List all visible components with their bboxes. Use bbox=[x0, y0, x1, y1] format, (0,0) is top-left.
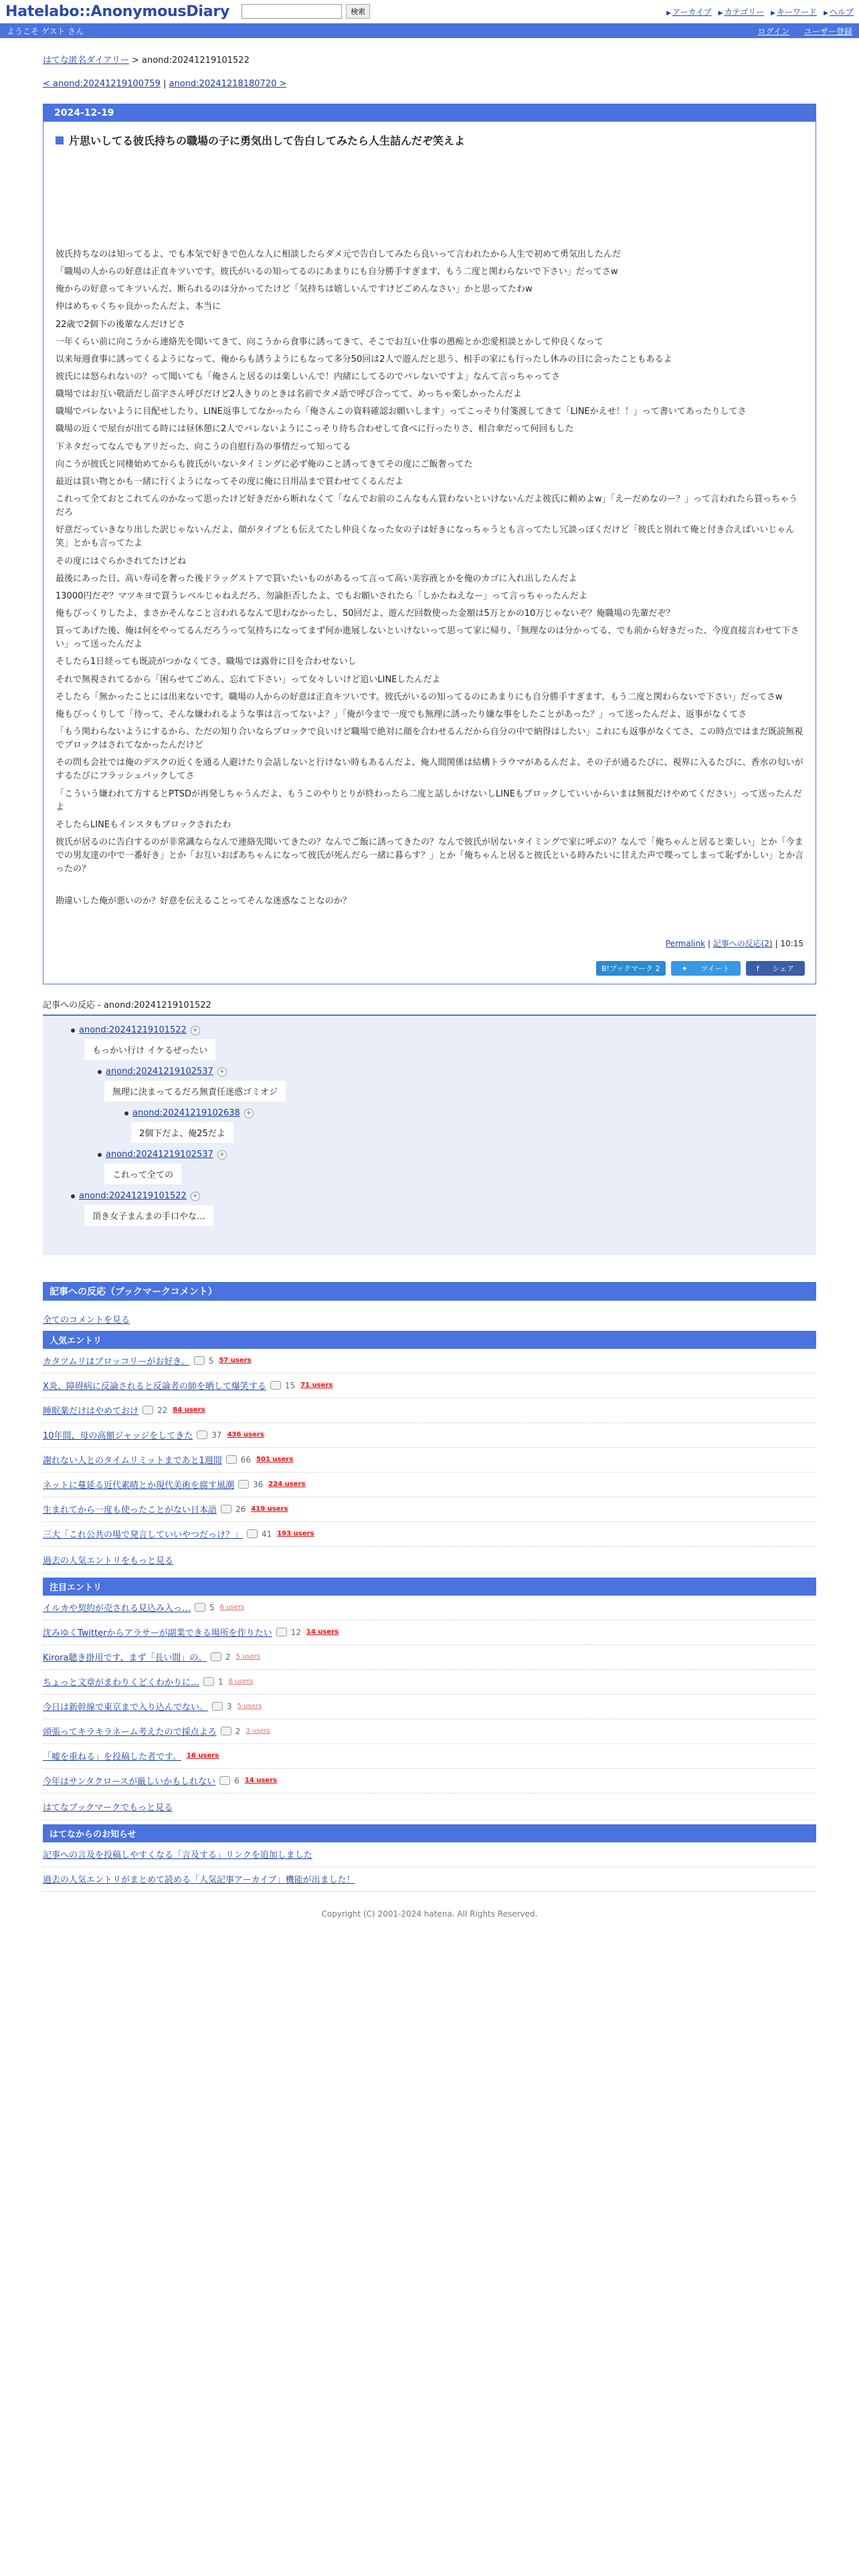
entry-title-text: 片思いしてる彼氏持ちの職場の子に勇気出して告白してみたら人生詰んだぞ笑えよ bbox=[69, 134, 466, 147]
comment-icon bbox=[247, 1529, 258, 1538]
reactions-link[interactable]: 記事への反応(2) bbox=[712, 939, 773, 949]
comment-count: 1 bbox=[218, 1677, 223, 1687]
bookmark-users-badge[interactable]: 16 users bbox=[186, 1752, 219, 1760]
bookmark-users-badge[interactable]: 6 users bbox=[219, 1604, 245, 1612]
bookmark-users-badge[interactable]: 57 users bbox=[219, 1357, 252, 1365]
comment-icon bbox=[212, 1702, 223, 1711]
facebook-icon: f bbox=[756, 964, 762, 974]
comment-icon bbox=[195, 1603, 205, 1612]
entry-list-item bbox=[43, 1769, 816, 1794]
bookmark-users-badge[interactable]: 14 users bbox=[306, 1628, 339, 1636]
reaction-text: これって全ての bbox=[104, 1164, 181, 1184]
share-label: シェア bbox=[772, 964, 794, 974]
entry-list-link[interactable]: 「嘘を重ねる」を投稿した者です。 bbox=[43, 1752, 181, 1763]
share-buttons bbox=[43, 961, 805, 976]
reaction-item bbox=[98, 1067, 803, 1108]
expand-icon[interactable]: + bbox=[191, 1026, 200, 1035]
reaction-text: 2個下だよ、俺25だよ bbox=[131, 1122, 233, 1143]
entry-paragraph: その度にはぐらかされてたけどね bbox=[56, 556, 187, 566]
popular-list bbox=[43, 1349, 816, 1547]
entry-list-link[interactable]: 今年はサンタクロースが厳しいかもしれない bbox=[43, 1777, 216, 1788]
entry-list-item bbox=[43, 1423, 816, 1448]
entry-paragraph: 彼氏持ちなのは知ってるよ、でも本気で好きで色んな人に相談したらダメ元で告白してみたら良いって言われたから人生で初めて勇気出したんだ bbox=[56, 249, 622, 259]
bullet-icon bbox=[124, 1111, 128, 1115]
archive-link[interactable]: アーカイブ bbox=[672, 7, 712, 17]
entry-paragraph: 俺もびっくりして「待って、そんな嫌われるような事は言ってないよ？」「俺が今まで一度でも無理に誘ったり嫌な事をしたことがあった？」って送ったんだよ、返事がなくてさ bbox=[56, 709, 747, 720]
entry-pager bbox=[43, 79, 816, 89]
entry-list-item bbox=[43, 1374, 816, 1398]
entry-paragraph: 「もう関わらないようにするから、ただの知り合いならブロックで良いけど職場で絶対に顔を合わせるんだから自分の中で納得はしたい」これにも返事がなくてさ、この時点ではまだ既読無視でブロックはされてなかったんだけど bbox=[56, 726, 803, 751]
entry bbox=[43, 104, 816, 984]
entry-list-item bbox=[43, 1620, 816, 1645]
entry-paragraph: 勘違いした俺が悪いのか？好意を伝えることってそんな迷惑なことなのか？ bbox=[56, 896, 351, 907]
comment-count: 22 bbox=[157, 1405, 168, 1415]
entry-paragraph: その問も会社では俺のデスクの近くを通る人避けたり会話しないと行けない時もあるんだよ、俺人間関係は結構トラウマがあるんだよ、その子が通るたびに、視界に入るたびに、香水の匂いがするたびにフラッシュバックしてさ bbox=[56, 758, 803, 782]
reactions-tree bbox=[43, 1014, 816, 1255]
bookmark-users-badge[interactable]: 14 users bbox=[244, 1777, 277, 1785]
entry-list-link[interactable]: Kirora聴き掛用です、まず「長い間」の。 bbox=[43, 1653, 207, 1664]
notices-heading: はてなからのお知らせ bbox=[43, 1824, 816, 1842]
bookmark-users-badge[interactable]: 224 users bbox=[268, 1481, 306, 1489]
entry-list-link[interactable]: 頭張ってキラキラネーム考えたので採点よろ bbox=[43, 1727, 217, 1738]
tweet-button[interactable] bbox=[671, 961, 741, 976]
entry-paragraph: 以来毎週食事に誘ってくるようになって、俺からも誘うようにもなって多分50回は2人で遊んだと思う、相手の家にも行ったし休みの日に会ったこともあるよ bbox=[56, 354, 672, 364]
bookmark-users-badge[interactable]: 84 users bbox=[173, 1406, 205, 1414]
comment-icon bbox=[194, 1356, 205, 1365]
entry-list-link[interactable]: 沈みゆくTwitterからアラサーが副業できる場所を作りたい bbox=[43, 1628, 272, 1639]
search-input[interactable] bbox=[242, 4, 342, 19]
entry-paragraph: 22歳で2個下の後輩なんだけどさ bbox=[56, 319, 185, 330]
entry-list-link[interactable]: 生まれてから一度も使ったことがない日本語 bbox=[43, 1505, 217, 1516]
reaction-link[interactable]: anond:20241219101522 bbox=[79, 1191, 187, 1202]
reaction-item bbox=[124, 1108, 803, 1150]
featured-heading: 注目エントリ bbox=[43, 1578, 816, 1596]
comment-count: 41 bbox=[262, 1529, 272, 1539]
notice-link[interactable]: 記事への言及を投稿しやすくなる「言及する」リンクを追加しました bbox=[43, 1850, 312, 1861]
entry-paragraph: 最近は買い物とかも一緒に行くようになってその度に俺に日用品まで買わせてくるんだよ bbox=[56, 476, 404, 487]
reaction-text: もっかい行け イケるぜったい bbox=[84, 1039, 215, 1060]
entry-body bbox=[56, 248, 803, 908]
all-comments-link[interactable]: 全てのコメントを見る bbox=[43, 1315, 130, 1326]
entry-list-link[interactable]: 10年間、母の高額ジャッジをしてきた bbox=[43, 1431, 193, 1442]
comment-icon bbox=[197, 1430, 207, 1439]
entry-paragraph: 「こういう嫌われて方するとPTSDが再発しちゃうんだよ、もうこのやりとりが終わったら二度と話しかけないしLINEもブロックしていいからいまは無視だけやめてください」って送ったんだよ bbox=[56, 788, 802, 813]
breadcrumb bbox=[43, 53, 816, 66]
comment-icon bbox=[211, 1652, 221, 1661]
comment-count: 66 bbox=[240, 1455, 252, 1465]
entry-paragraph: そしたらLINEもインスタもブロックされたわ bbox=[56, 819, 231, 830]
entry-paragraph: 下ネタだってなんでもアリだった、向こうの自慰行為の事情だって知ってる bbox=[56, 441, 351, 452]
comment-count: 2 bbox=[235, 1726, 241, 1736]
bookmark-users-badge[interactable]: 419 users bbox=[251, 1505, 288, 1513]
breadcrumb-home[interactable]: はてな匿名ダイアリー bbox=[43, 56, 129, 66]
breadcrumb-current: anond:20241219101522 bbox=[142, 56, 250, 66]
entry-paragraph: それで無視されてるから「困らせてごめん、忘れて下さい」って女々しいけど追いLINEしたんだよ bbox=[56, 674, 441, 685]
comment-count: 15 bbox=[284, 1380, 296, 1390]
top-bar bbox=[0, 0, 859, 23]
login-link[interactable]: ログイン bbox=[757, 26, 789, 36]
entry-list-link[interactable]: イルカや契約が売される見込み入っ… bbox=[43, 1604, 191, 1614]
bullet-icon bbox=[71, 1194, 75, 1198]
pager-sep: | bbox=[160, 79, 169, 89]
reaction-link[interactable]: anond:20241219101522 bbox=[79, 1025, 187, 1036]
triangle-icon: ▶ bbox=[666, 9, 671, 17]
entry-paragraph: そしたら「無かったことには出来ないです。職場の人からの好意は正直キツいです。彼氏がいるの知ってるのにあまりにも自分勝手すぎます、もう二度と関わらないで下さい」だってさw bbox=[56, 691, 783, 702]
footer-sep: | bbox=[772, 939, 781, 949]
comment-count: 12 bbox=[290, 1627, 301, 1637]
entry-list-item bbox=[43, 1473, 816, 1497]
reaction-text: 頂き女子まんまの手口やな… bbox=[84, 1205, 213, 1226]
top-links bbox=[666, 6, 854, 17]
featured-list bbox=[43, 1596, 816, 1794]
comment-icon bbox=[219, 1776, 230, 1785]
entry-list-link[interactable]: ネットに蔓延る近代素晴とか現代美術を腐す風潮 bbox=[43, 1481, 235, 1491]
bookmark-users-badge[interactable]: 3 users bbox=[246, 1727, 270, 1735]
comment-icon bbox=[238, 1480, 249, 1489]
triangle-icon: ▶ bbox=[824, 9, 828, 17]
bookmark-comments-heading: 記事への反応（ブックマークコメント） bbox=[43, 1282, 816, 1301]
bullet-icon bbox=[71, 1029, 75, 1033]
entry-paragraph: 買ってあげた後、俺は何をやってるんだろうって気持ちになってまず何か進展しないといけないって思って家に帰り、「無理なのは分かってる、でも前から好きだった、今度直接言わせて下さい」って送ったんだよ bbox=[56, 626, 799, 650]
entry-list-link[interactable]: 三大「これ公共の場で発言していいやつだっけ？」 bbox=[43, 1530, 244, 1541]
entry-list-link[interactable]: 今日は新幹線で東京まで入り込んでない。 bbox=[43, 1703, 209, 1713]
bird-icon: ✦ bbox=[681, 964, 690, 974]
entry-date: 2024-12-19 bbox=[43, 104, 816, 122]
copyright: Copyright (C) 2001-2024 hatena. All Rights Reserved. bbox=[321, 1909, 538, 1919]
entry-paragraph: そしたら1日経っても既読がつかなくてさ、職場では露骨に目を合わせないし bbox=[56, 657, 357, 667]
bookmark-users-badge[interactable]: 501 users bbox=[256, 1456, 294, 1464]
breadcrumb-sep: > bbox=[128, 56, 142, 66]
entry-list-item bbox=[43, 1695, 816, 1719]
comment-count: 26 bbox=[235, 1504, 246, 1514]
featured-more-link[interactable]: はてなブックマークでもっと見る bbox=[43, 1803, 173, 1814]
entry-paragraph: 「職場の人からの好意は正直キツいです。彼氏がいるの知ってるのにあまりにも自分勝手すぎます、もう二度と関わらないで下さい」だってさw bbox=[56, 267, 618, 278]
reactions-title: 記事への反応 - anond:20241219101522 bbox=[43, 1000, 211, 1011]
entry-paragraph: 職場でバレないように目配せしたり、LINE返事してなかったら「俺さんこの資料確認お願いします」ってこっそり付箋渡してきて「LINEかえせ！！」って書いてあったりしてさ bbox=[56, 407, 747, 417]
entry-list-item bbox=[43, 1719, 816, 1744]
entry-paragraph: 13000円だぞ？マツキヨで買うレベルじゃねえだろ、勿論拒否したよ、でもお願いされたら「しかたねえなー」って言っちゃったんだよ bbox=[56, 591, 587, 601]
expand-icon[interactable]: + bbox=[191, 1192, 200, 1201]
entry-paragraph: 俺もびっくりしたよ、まさかそんなこと言われるなんて思わなかったし、50回だよ、遊んだ回数使った金額は5万とかの10万じゃないぞ？俺職場の先輩だぞ？ bbox=[56, 608, 675, 619]
entry-paragraph: これって全ておとこれてんのかなって思ったけど好きだから断れなくて「なんでお前のこんなもん買わないといけないんだよ彼氏に頼めよw」「えーだめなのー？」って言われたら買っちゃうだろ bbox=[56, 494, 798, 518]
popular-heading: 人気エントリ bbox=[43, 1331, 816, 1349]
entry-paragraph: 彼氏には怒られないの？って聞いても「俺さんと居るのは楽しいんで！内緒にしてるのでバレないですよ」なんて言っちゃってさ bbox=[56, 371, 561, 382]
notices-list bbox=[43, 1842, 816, 1892]
entry-paragraph: 仲はめちゃくちゃ良かったんだよ、本当に bbox=[56, 302, 221, 312]
entry-list-link[interactable]: X炎、障碍病に反論されると反論者の師を晒して爆笑する bbox=[43, 1382, 266, 1392]
entry-paragraph: 最後にあった日、高い寿司を奢った後ドラッグストアで買いたいものがあるって言って高い美容液とかを俺のカゴに入れ出したんだよ bbox=[56, 573, 577, 584]
expand-icon[interactable]: + bbox=[244, 1109, 254, 1118]
entry-list-item bbox=[43, 1497, 816, 1522]
comment-icon bbox=[142, 1406, 153, 1414]
entry-list-item bbox=[43, 1448, 816, 1473]
comment-icon bbox=[276, 1628, 287, 1636]
comment-count: 36 bbox=[253, 1479, 264, 1489]
entry-list-item bbox=[43, 1398, 816, 1423]
comment-count: 3 bbox=[227, 1701, 232, 1711]
reaction-item bbox=[71, 1191, 803, 1232]
expand-icon[interactable]: + bbox=[217, 1150, 227, 1160]
comment-icon bbox=[221, 1505, 231, 1513]
entry-footer bbox=[43, 938, 803, 949]
entry-list-item bbox=[43, 1349, 816, 1374]
notice-item bbox=[43, 1842, 816, 1867]
bookmark-users-badge[interactable]: 5 users bbox=[237, 1703, 262, 1711]
reaction-link[interactable]: anond:20241219102638 bbox=[132, 1108, 240, 1119]
entry-list-link[interactable]: ちょっと文章がまわりくどくわかりに… bbox=[43, 1678, 200, 1689]
entry-list-link[interactable]: 謝れない人とのタイムリミットまであと1週間 bbox=[43, 1456, 222, 1467]
notice-link[interactable]: 過去の人気エントリがまとめて読める「人気記事アーカイブ」機能が出ました！ bbox=[43, 1875, 355, 1886]
entry-paragraph: 職場ではお互い敬語だし苗字さん呼びだけど2人きりのときは名前でタメ語で呼び合ってて、めっちゃ楽しかったんだよ bbox=[56, 389, 522, 400]
permalink[interactable]: Permalink bbox=[665, 939, 706, 949]
comment-count: 5 bbox=[208, 1356, 214, 1366]
entry-time: 10:15 bbox=[780, 939, 803, 949]
category-link[interactable]: カテゴリー bbox=[724, 7, 765, 17]
comment-icon bbox=[221, 1727, 231, 1735]
comment-count: 6 bbox=[234, 1776, 240, 1786]
entry-paragraph: 一年くらい前に向こうから連絡先を聞いてきて、向こうから食事に誘ってきて、そこでお互い仕事の愚痴とか恋愛相談とかして仲良くなって bbox=[56, 336, 603, 347]
triangle-icon: ▶ bbox=[771, 9, 776, 17]
entry-list-link[interactable]: 睡眠薬だけはやめておけ bbox=[43, 1406, 139, 1417]
tweet-label: ツイート bbox=[700, 964, 730, 974]
expand-icon[interactable]: + bbox=[217, 1067, 227, 1077]
popular-more-link[interactable]: 過去の人気エントリをもっと見る bbox=[43, 1556, 174, 1567]
comment-icon bbox=[226, 1455, 237, 1464]
bookmark-users-badge[interactable]: 6 users bbox=[228, 1678, 254, 1686]
bookmark-users-badge[interactable]: 5 users bbox=[235, 1653, 261, 1661]
reaction-text: 無理に決まってるだろ無責任迷惑ゴミオジ bbox=[104, 1081, 286, 1101]
entry-list-link[interactable]: カタツムリはブロッコリーがお好き。 bbox=[43, 1357, 190, 1368]
hatena-bookmark-button[interactable]: B!ブックマーク 2 bbox=[596, 961, 666, 976]
entry-paragraph: 職場の近くで屋台が出てる時には昼休憩に2人でバレないようにこっそり待ち合わせして食べに行ったりさ、相合傘だって何回もした bbox=[56, 424, 574, 435]
site-logo[interactable]: Hatelabo::AnonymousDiary bbox=[5, 3, 230, 20]
reaction-link[interactable]: anond:20241219102537 bbox=[106, 1150, 213, 1160]
footer-sep: | bbox=[705, 939, 713, 949]
reaction-link[interactable]: anond:20241219102537 bbox=[106, 1067, 213, 1077]
bullet-icon bbox=[98, 1153, 102, 1157]
notice-item bbox=[43, 1867, 816, 1892]
bookmark-users-badge[interactable]: 193 users bbox=[277, 1530, 314, 1538]
entry-paragraph: 好意だっていきなり出した訳じゃないんだよ、顔がタイプとも伝えてたし仲良くなった女の子は好きになっちゃうとも言ってたし冗談っぽくだけど「彼氏と別れて俺と付き合えばいいじゃん笑」とかも言ってたよ bbox=[56, 525, 795, 549]
search-button[interactable]: 検索 bbox=[346, 4, 370, 19]
square-icon bbox=[56, 136, 64, 144]
comment-icon bbox=[203, 1677, 214, 1686]
facebook-share-button[interactable] bbox=[746, 961, 805, 976]
prev-entry-link[interactable]: < anond:20241219100759 bbox=[43, 79, 161, 89]
entry-list-item bbox=[43, 1645, 816, 1670]
comment-count: 2 bbox=[225, 1652, 231, 1662]
welcome-text: ようこそ ゲスト さん bbox=[7, 26, 84, 36]
main-content bbox=[43, 53, 816, 1919]
entry-list-item bbox=[43, 1522, 816, 1547]
entry-list-item bbox=[43, 1596, 816, 1620]
entry-list-item bbox=[43, 1744, 816, 1769]
bullet-icon bbox=[98, 1070, 102, 1074]
reaction-item bbox=[98, 1150, 803, 1191]
bookmark-users-badge[interactable]: 436 users bbox=[227, 1431, 264, 1439]
user-bar bbox=[0, 23, 859, 38]
entry-title[interactable] bbox=[56, 132, 803, 148]
entry-paragraph: 彼氏が居るのに告白するのが非常識ならなんで連絡先聞いてきたの？なんでご飯に誘ってきたの？なんで彼氏が居ないタイミングで家に呼ぶの？なんで「俺ちゃんと居ると楽しい」とか「今までの男友達の中で一番好き」とか「お互いおばあちゃんになって彼氏が死んだら一緒に暮らす？」とか「俺ちゃんと居ると彼氏といる時みたいに甘えた声で喋ってしまって恥ずかしい」とか言ったの？ bbox=[56, 837, 804, 875]
reaction-item bbox=[71, 1025, 803, 1067]
entry-paragraph: 俺からの好意ってキツいんだ、断られるのは分かってたけど「気持ちは嬉しいんですけどごめんなさい」かと思ってたわw bbox=[56, 284, 533, 295]
bookmark-users-badge[interactable]: 71 users bbox=[300, 1382, 333, 1390]
help-link[interactable]: ヘルプ bbox=[829, 7, 854, 17]
comment-icon bbox=[270, 1381, 281, 1390]
triangle-icon: ▶ bbox=[718, 9, 723, 17]
entry-list-item bbox=[43, 1670, 816, 1695]
comment-count: 5 bbox=[209, 1602, 215, 1612]
register-link[interactable]: ユーザー登録 bbox=[803, 26, 852, 36]
next-entry-link[interactable]: anond:20241218180720 > bbox=[169, 79, 287, 89]
search-form bbox=[242, 4, 370, 19]
comment-count: 37 bbox=[211, 1430, 222, 1440]
entry-paragraph: 向こうが彼氏と同棲始めてからも彼氏がいないタイミングに必ず俺のこと誘ってきてその度にご飯奢ってた bbox=[56, 459, 473, 469]
keyword-link[interactable]: キーワード bbox=[777, 7, 818, 17]
